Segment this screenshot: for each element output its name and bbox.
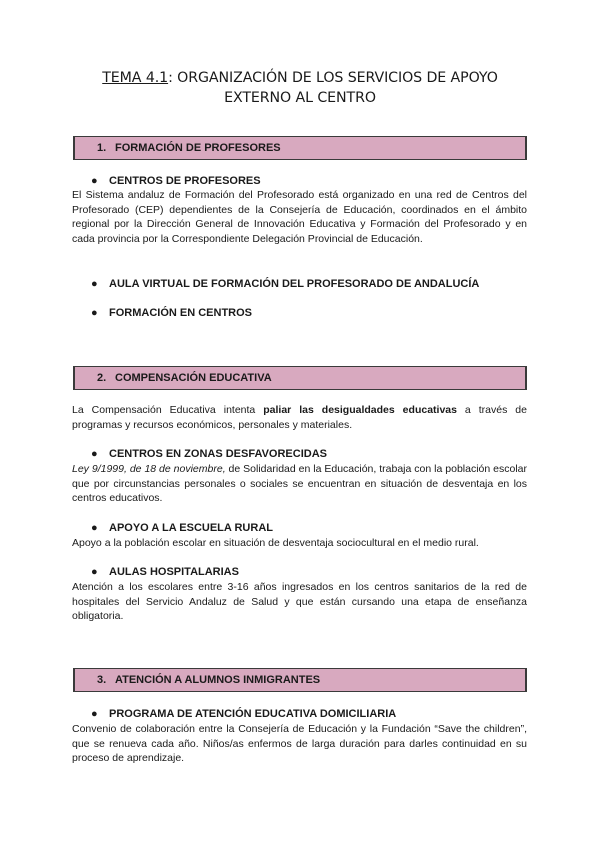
bullet-heading-atencion-domiciliaria: ● PROGRAMA DE ATENCIÓN EDUCATIVA DOMICILIARIA — [91, 708, 397, 720]
section-header-3 — [73, 668, 527, 692]
bullet-heading-aulas-hospitalarias: ● AULAS HOSPITALARIAS — [91, 566, 239, 578]
paragraph-atencion-domiciliaria: Convenio de colaboración entre la Consejería de Educación y la Fundación “Save the children”, que se renueva cada año. Niños/as enfermos de larga duración para darles continuidad en su proceso de aprendizaje. — [72, 723, 527, 765]
section-number: 2. — [97, 372, 107, 384]
bullet-icon: ● — [91, 566, 98, 578]
paragraph-centros-profesores: El Sistema andaluz de Formación del Profesorado está organizado en una red de Centros del Profesorado (CEP) dependientes de la Consejería de Educación, coordinados en el ámbito regional por la Dirección General de Innovación Educativa y Formación del Profesorado y en cada provincia por la Correspondiente Delegación Provincial de Educación. — [72, 189, 527, 245]
section-number: 1. — [97, 142, 107, 154]
bullet-heading-centros-profesores: ● CENTROS DE PROFESORES — [91, 175, 261, 187]
highlight-text: paliar las desigualdades educativas — [263, 404, 457, 416]
bullet-heading-formacion-centros: ● FORMACIÓN EN CENTROS — [91, 307, 252, 319]
section-header-2 — [73, 366, 527, 390]
bullet-icon: ● — [91, 522, 98, 534]
bullet-icon: ● — [91, 307, 98, 319]
title-line2: EXTERNO AL CENTRO — [224, 90, 376, 106]
section-number: 3. — [97, 674, 107, 686]
page-title — [60, 68, 540, 108]
bullet-icon: ● — [91, 175, 98, 187]
section-header-1 — [73, 136, 527, 160]
paragraph-zonas-desfavorecidas: Ley 9/1999, de 18 de noviembre, de Solidaridad en la Educación, trabaja con la población escolar que por circunstancias personales o sociales se encuentran en situación de desventaja en los centros educativos. — [72, 463, 528, 505]
paragraph-escuela-rural: Apoyo a la población escolar en situación de desventaja sociocultural en el medio rural. — [72, 537, 479, 549]
paragraph-compensacion-intro: La Compensación Educativa intenta paliar las desigualdades educativas a través de programas y recursos económicos, personales y materiales. — [72, 404, 527, 431]
bullet-heading-zonas-desfavorecidas: ● CENTROS EN ZONAS DESFAVORECIDAS — [91, 448, 327, 460]
section-label: COMPENSACIÓN EDUCATIVA — [115, 372, 272, 384]
bullet-icon: ● — [91, 278, 98, 290]
title-line1: : ORGANIZACIÓN DE LOS SERVICIOS DE APOYO — [168, 70, 498, 86]
paragraph-aulas-hospitalarias: Atención a los escolares entre 3-16 años ingresados en los centros sanitarios de la red de hospitales del Servicio Andaluz de Salud y que están cursando una etapa de enseñanza obligatoria. — [72, 581, 527, 623]
title-prefix: TEMA 4.1 — [102, 70, 169, 86]
bullet-heading-aula-virtual: ● AULA VIRTUAL DE FORMACIÓN DEL PROFESORADO DE ANDALUCÍA — [91, 278, 480, 290]
section-label: FORMACIÓN DE PROFESORES — [115, 142, 281, 154]
bullet-heading-escuela-rural: ● APOYO A LA ESCUELA RURAL — [91, 522, 273, 534]
section-label: ATENCIÓN A ALUMNOS INMIGRANTES — [115, 674, 321, 686]
bullet-icon: ● — [91, 448, 98, 460]
bullet-icon: ● — [91, 708, 98, 720]
law-reference: Ley 9/1999, de 18 de noviembre, — [72, 463, 226, 475]
